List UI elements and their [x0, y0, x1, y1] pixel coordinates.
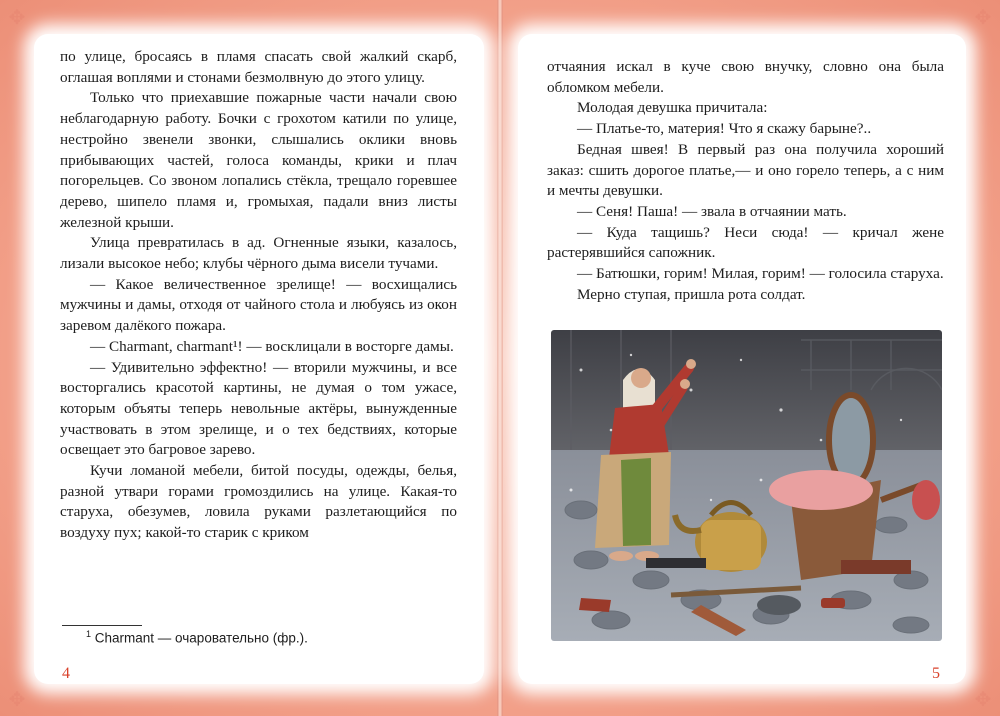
paragraph: — Сеня! Паша! — звала в отчаянии мать. — [577, 202, 847, 220]
paragraph: Только что приехавшие пожарные части начали свою неблагодарную работу. Бочки с грохотом катили по улице, нестройно звенели звонки, слышались оклики вновь прибывающих частей, голоса команды, крики и плач погорельцев. Со звоном лопались стёкла, трещало горевшее дерево, шипело пламя и, громыхая, падали вниз листы железной крыши. — [60, 89, 457, 231]
paragraph: — Удивительно эффектно! — вторили мужчины, и все восторгались красотой картины, не думая о том ужасе, которым объяты теперь невольные актёры, вынужденные участвовать в этом зрелище, и о тех бедствиях, которые освещает это багровое зарево. — [60, 358, 457, 459]
footnote-marker: 1 — [86, 629, 92, 639]
street-fire-illustration — [551, 330, 942, 641]
corner-ornament-icon: ✥ — [8, 5, 26, 29]
paragraph: Бедная швея! В первый раз она получила хороший заказ: сшить дорогое платье,— и оно горело теперь, а с ним и мечты девушки. — [547, 140, 944, 200]
paragraph: — Платье-то, материя! Что я скажу барыне?.. — [577, 120, 872, 138]
right-page-text — [547, 57, 944, 305]
paragraph: Мерно ступая, пришла рота солдат. — [577, 285, 806, 303]
paragraph: — Куда тащишь? Неси сюда! — кричал жене растерявшийся сапожник. — [547, 223, 944, 262]
paragraph: — Какое величественное зрелище! — восхищались мужчины и дамы, отходя от чайного стола и любуясь из окон заревом далёкого пожара. — [60, 275, 457, 335]
corner-ornament-icon: ✥ — [8, 687, 26, 711]
paragraph: Молодая девушка причитала: — [577, 99, 768, 117]
paragraph: — Charmant, charmant¹! — восклицали в восторге дамы. — [90, 337, 454, 355]
footnote-divider — [62, 625, 142, 626]
paragraph: по улице, бросаясь в пламя спасать свой жалкий скарб, оглашая воплями и стонами безмолвную до этого улицу. — [60, 48, 457, 86]
page-number-right: 5 — [932, 665, 940, 682]
paragraph: Кучи ломаной мебели, битой посуды, одежды, белья, разной утвари горами громоздились на улице. Какая-то старуха, обезумев, ловила руками разлетающийся по воздуху пух; какой-то старик с криком — [60, 462, 457, 542]
corner-ornament-icon: ✥ — [974, 687, 992, 711]
footnote-text: Charmant — очаровательно (фр.). — [94, 630, 308, 646]
corner-ornament-icon: ✥ — [974, 5, 992, 29]
left-page-text — [60, 47, 457, 544]
book-spine — [497, 0, 503, 716]
footnote — [86, 629, 308, 646]
paragraph: Улица превратилась в ад. Огненные языки, казалось, лизали высокое небо; клубы чёрного дыма висели тучами. — [60, 234, 457, 273]
paragraph: отчаяния искал в куче свою внучку, словно она была обломком мебели. — [547, 58, 944, 96]
page-number-left: 4 — [62, 665, 70, 682]
paragraph: — Батюшки, горим! Милая, горим! — голосила старуха. — [577, 265, 944, 283]
